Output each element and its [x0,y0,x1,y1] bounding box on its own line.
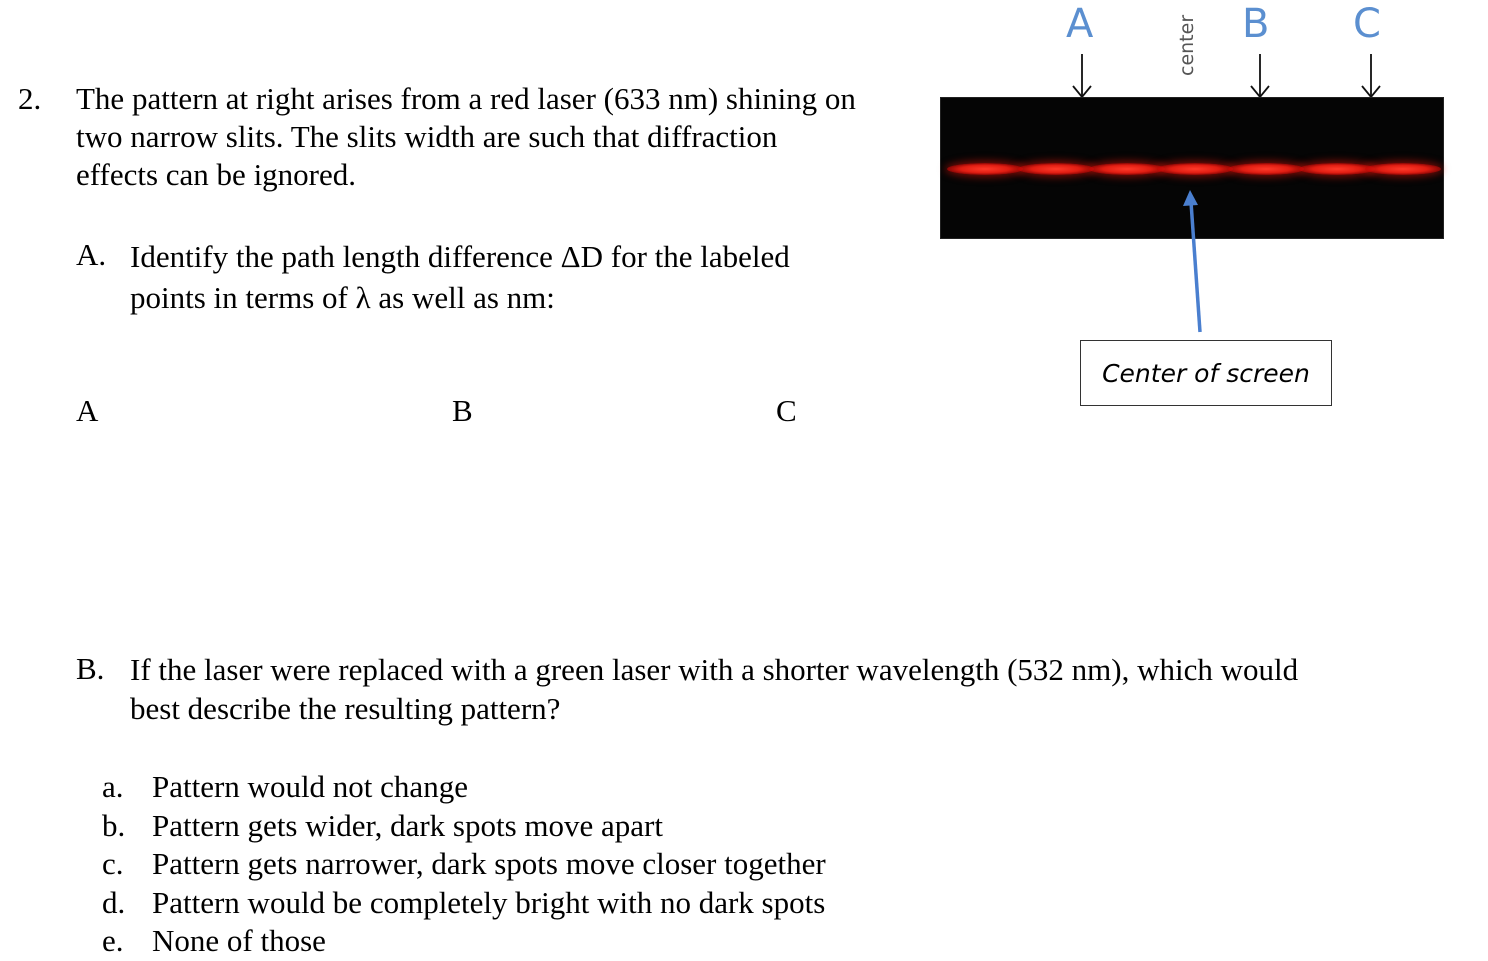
answer-label-c: C [776,393,797,428]
option-text: Pattern would not change [152,769,468,804]
part-a-line: Identify the path length difference ΔD for the labeled [130,239,790,274]
answer-label-a: A [76,393,99,428]
part-a-line: points in terms of λ as well as nm: [130,280,555,315]
figure-label-c: C [1353,1,1381,47]
option-letter: a. [102,769,124,804]
option-letter: b. [102,807,126,843]
figure-label-a: A [1066,1,1094,47]
fringe [1018,163,1094,175]
option-e [102,922,826,961]
arrow-down-icon [1068,52,1096,100]
fringe [1299,163,1375,175]
part-b-line: If the laser were replaced with a green laser with a shorter wavelength (532 nm), which would [130,652,1299,687]
answer-label-b: B [452,393,473,428]
options-list [102,768,826,961]
option-text: Pattern would be completely bright with no dark spots [152,884,826,920]
fringe [1365,163,1441,175]
arrow-down-icon [1357,52,1385,100]
fringe [1157,163,1233,175]
pointer-arrow-icon [1170,186,1214,336]
fringe [947,163,1023,175]
option-letter: d. [102,884,126,920]
part-a-label: A. [76,237,107,272]
option-letter: e. [102,923,124,958]
part-b-text [130,650,1460,728]
figure-label-b: B [1242,1,1270,47]
option-text: Pattern gets wider, dark spots move apart [152,807,663,843]
question-line: The pattern at right arises from a red laser (633 nm) shining on [76,81,856,116]
fringe [1089,163,1165,175]
part-a-text [130,236,890,318]
option-b [102,807,826,846]
fringe [1228,163,1304,175]
option-text: Pattern gets narrower, dark spots move closer together [152,846,826,881]
option-d [102,884,826,923]
question-line: two narrow slits. The slits width are such that diffraction [76,119,778,154]
center-label: center [1176,14,1198,76]
caption-box: Center of screen [1080,340,1332,406]
option-a [102,768,826,807]
option-text: None of those [152,923,326,958]
part-b-line: best describe the resulting pattern? [130,691,561,726]
arrow-down-icon [1246,52,1274,100]
part-b-label: B. [76,651,105,686]
option-c [102,845,826,884]
question-number: 2. [18,81,42,116]
question-text [76,80,936,194]
option-letter: c. [102,846,124,881]
question-line: effects can be ignored. [76,157,357,192]
